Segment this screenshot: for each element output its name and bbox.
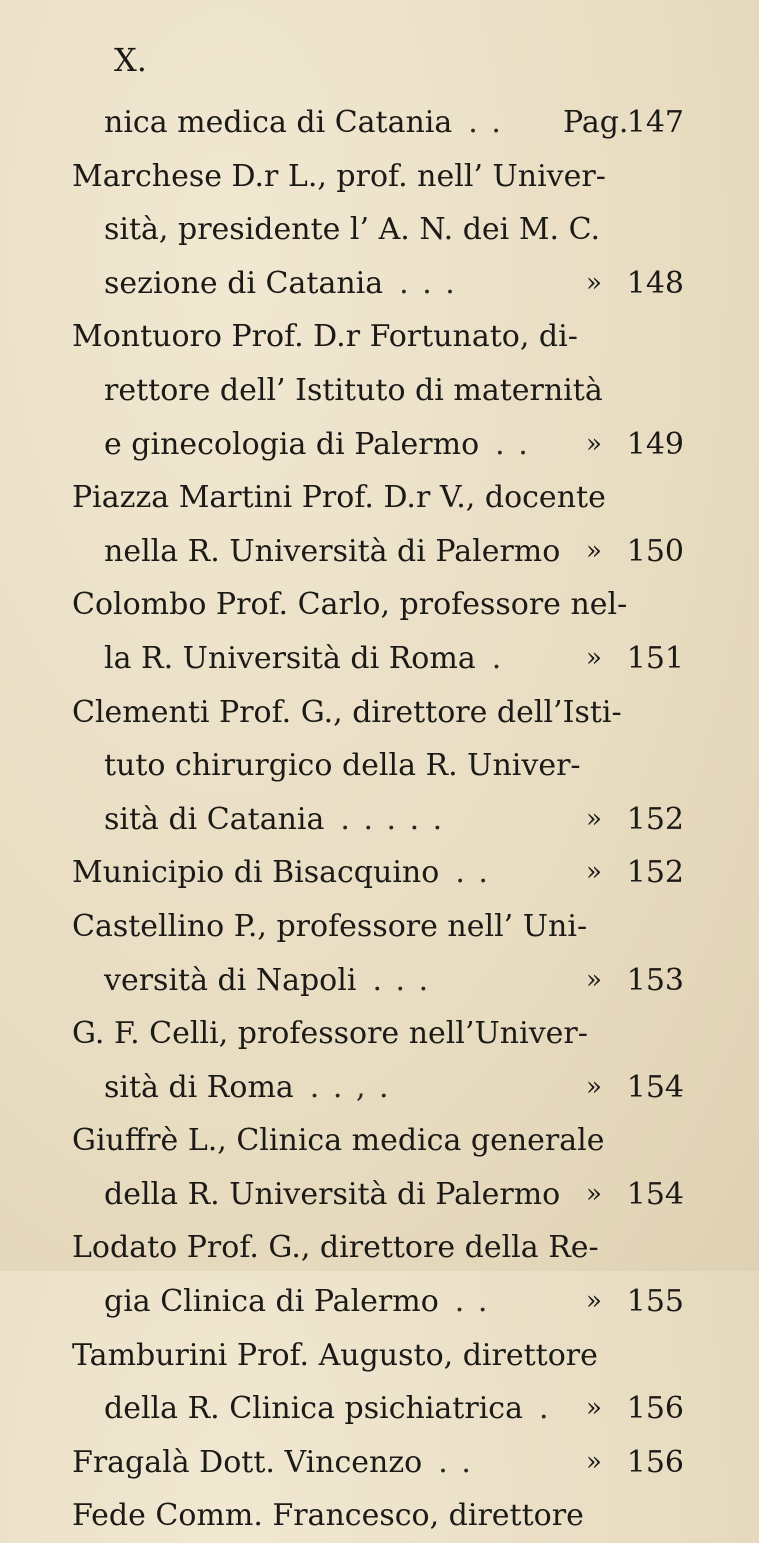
- toc-line: [0, 257, 759, 311]
- toc-ditto-mark: »: [586, 642, 602, 673]
- toc-line-text: sità di Roma: [104, 1069, 294, 1105]
- toc-page-number: 147: [626, 105, 684, 140]
- toc-ditto-mark: »: [586, 1178, 602, 1209]
- toc-page-number: 152: [626, 855, 684, 891]
- toc-line: [0, 471, 759, 525]
- toc-line-text: Montuoro Prof. D.r Fortunato, di-: [72, 319, 578, 355]
- toc-line-text: Tamburini Prof. Augusto, direttore: [72, 1337, 598, 1373]
- page-number: X.: [114, 41, 147, 79]
- toc-page-number: 152: [626, 801, 684, 837]
- toc-ditto-mark: »: [586, 535, 602, 566]
- toc-line-leader: . .: [438, 1444, 473, 1480]
- toc-line-text: Marchese D.r L., prof. nell’ Univer-: [72, 158, 606, 194]
- toc-line-text: e ginecologia di Palermo: [104, 426, 480, 462]
- toc-line: [0, 1114, 759, 1168]
- toc-line: [0, 900, 759, 954]
- toc-page-number: 154: [626, 1176, 684, 1212]
- toc-line-text: rettore dell’ Istituto di maternità: [104, 372, 603, 408]
- toc-line-text: Fede Comm. Francesco, direttore: [72, 1498, 584, 1534]
- toc-line: [0, 686, 759, 740]
- toc-line-leader: . .: [495, 426, 530, 462]
- toc-line: [0, 96, 759, 150]
- toc-line: [0, 1275, 759, 1329]
- toc-line-text: sità, presidente l’ A. N. dei M. C.: [104, 212, 601, 248]
- toc-line: [0, 525, 759, 579]
- toc-line-text: versità di Napoli: [104, 962, 357, 998]
- toc-line: [0, 632, 759, 686]
- toc-line: [0, 1436, 759, 1490]
- toc-ditto-mark: »: [586, 267, 602, 298]
- toc-line-text: Giuffrè L., Clinica medica generale: [72, 1123, 605, 1159]
- toc-line: [0, 310, 759, 364]
- toc-line-text: Colombo Prof. Carlo, professore nel-: [72, 587, 628, 623]
- toc-line-text: della R. Università di Palermo: [104, 1176, 561, 1212]
- toc-line-text: Municipio di Bisacquino: [72, 855, 440, 891]
- toc-line-text: G. F. Celli, professore nell’Univer-: [72, 1016, 588, 1052]
- toc-page-number: 153: [626, 962, 684, 998]
- toc-line-leader: . .: [454, 1284, 490, 1320]
- toc-page-number: 148: [626, 265, 684, 301]
- toc-line-leader: . . .: [372, 962, 431, 998]
- toc-line-text: della R. Clinica psichiatrica: [104, 1391, 523, 1427]
- toc-line-leader: .: [491, 640, 504, 676]
- table-of-contents: [0, 96, 759, 1543]
- toc-line-text: Lodato Prof. G., direttore della Re-: [72, 1230, 599, 1266]
- toc-ditto-mark: »: [586, 964, 602, 995]
- toc-line: [0, 1061, 759, 1115]
- toc-line: [0, 1007, 759, 1061]
- toc-line-text: nica medica di Catania: [104, 105, 453, 140]
- toc-page-number: 156: [626, 1444, 684, 1480]
- toc-line-leader: . . .: [399, 265, 457, 301]
- toc-ditto-mark: »: [586, 1446, 602, 1477]
- toc-line-text: nella R. Università di Palermo: [104, 533, 561, 569]
- toc-page-label: Pag.: [563, 105, 629, 140]
- toc-line: [0, 1221, 759, 1275]
- toc-line: [0, 418, 759, 472]
- toc-line: [0, 793, 759, 847]
- toc-line: [0, 203, 759, 257]
- toc-line: [0, 846, 759, 900]
- toc-line: [0, 578, 759, 632]
- toc-line: [0, 1168, 759, 1222]
- toc-ditto-mark: »: [586, 857, 602, 888]
- toc-line-text: Castellino P., professore nell’ Uni-: [72, 908, 588, 944]
- toc-line: [0, 1382, 759, 1436]
- toc-page-number: 151: [626, 640, 684, 676]
- toc-line-leader: . . , .: [309, 1069, 391, 1105]
- toc-page-number: 155: [626, 1284, 684, 1320]
- toc-line-text: Clementi Prof. G., direttore dell’Isti-: [72, 694, 622, 730]
- toc-line-text: tuto chirurgico della R. Univer-: [104, 748, 581, 784]
- toc-line-text: la R. Università di Roma: [104, 640, 476, 676]
- toc-line-text: Piazza Martini Prof. D.r V., docente: [72, 480, 606, 516]
- toc-line-text: Fragalà Dott. Vincenzo: [72, 1444, 423, 1480]
- toc-page-number: 156: [626, 1391, 684, 1427]
- toc-line: [0, 1489, 759, 1543]
- toc-line-text: gia Clinica di Palermo: [104, 1284, 439, 1320]
- toc-line-leader: . .: [468, 105, 503, 140]
- toc-line-text: sezione di Catania: [104, 265, 384, 301]
- toc-line-leader: . .: [455, 855, 490, 891]
- toc-line-leader: .: [539, 1391, 551, 1427]
- toc-line: [0, 954, 759, 1008]
- toc-ditto-mark: »: [586, 428, 602, 459]
- toc-ditto-mark: »: [586, 1393, 602, 1424]
- toc-line-text: sità di Catania: [104, 801, 325, 837]
- toc-line: [0, 1329, 759, 1383]
- toc-ditto-mark: »: [586, 803, 602, 834]
- toc-ditto-mark: »: [586, 1286, 602, 1317]
- toc-page-number: 150: [626, 533, 684, 569]
- toc-page-number: 149: [626, 426, 684, 462]
- toc-ditto-mark: »: [586, 1071, 602, 1102]
- toc-line-leader: . . . . .: [340, 801, 445, 837]
- toc-line: [0, 739, 759, 793]
- toc-line: [0, 150, 759, 204]
- toc-page-number: 154: [626, 1069, 684, 1105]
- toc-line: [0, 364, 759, 418]
